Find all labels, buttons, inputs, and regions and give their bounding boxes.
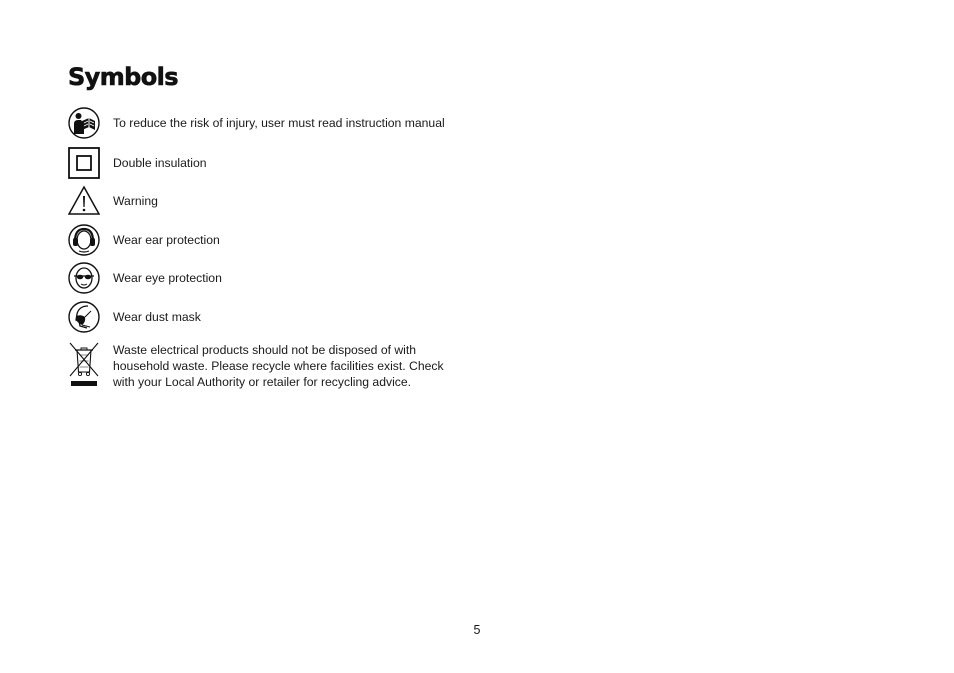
page-title: Symbols bbox=[68, 63, 178, 91]
symbol-row-weee bbox=[68, 341, 488, 391]
read-manual-icon bbox=[68, 107, 100, 139]
symbol-text: Warning bbox=[113, 193, 158, 208]
symbol-text: Wear dust mask bbox=[113, 309, 201, 324]
warning-icon bbox=[68, 185, 100, 217]
symbol-row-read-manual bbox=[68, 107, 488, 139]
symbol-row-warning bbox=[68, 185, 488, 217]
symbol-text: Double insulation bbox=[113, 155, 207, 170]
double-insulation-icon bbox=[68, 147, 100, 179]
dust-mask-icon bbox=[68, 301, 100, 333]
symbol-row-ear-protection bbox=[68, 224, 488, 256]
symbol-text: Wear eye protection bbox=[113, 270, 222, 285]
symbol-text: To reduce the risk of injury, user must read instruction manual bbox=[113, 115, 445, 130]
symbol-row-eye-protection bbox=[68, 262, 488, 294]
symbol-row-double-insulation bbox=[68, 147, 488, 179]
ear-protection-icon bbox=[68, 224, 100, 256]
symbol-row-dust-mask bbox=[68, 301, 488, 333]
page-number: 5 bbox=[473, 623, 481, 637]
eye-protection-icon bbox=[68, 262, 100, 294]
weee-bin-icon bbox=[68, 341, 100, 391]
symbol-text: Waste electrical products should not be disposed of with household waste. Please recycle where facilities exist. Check with your Local Authority or retailer for recycling advice. bbox=[113, 343, 444, 390]
symbol-text: Wear ear protection bbox=[113, 232, 220, 247]
